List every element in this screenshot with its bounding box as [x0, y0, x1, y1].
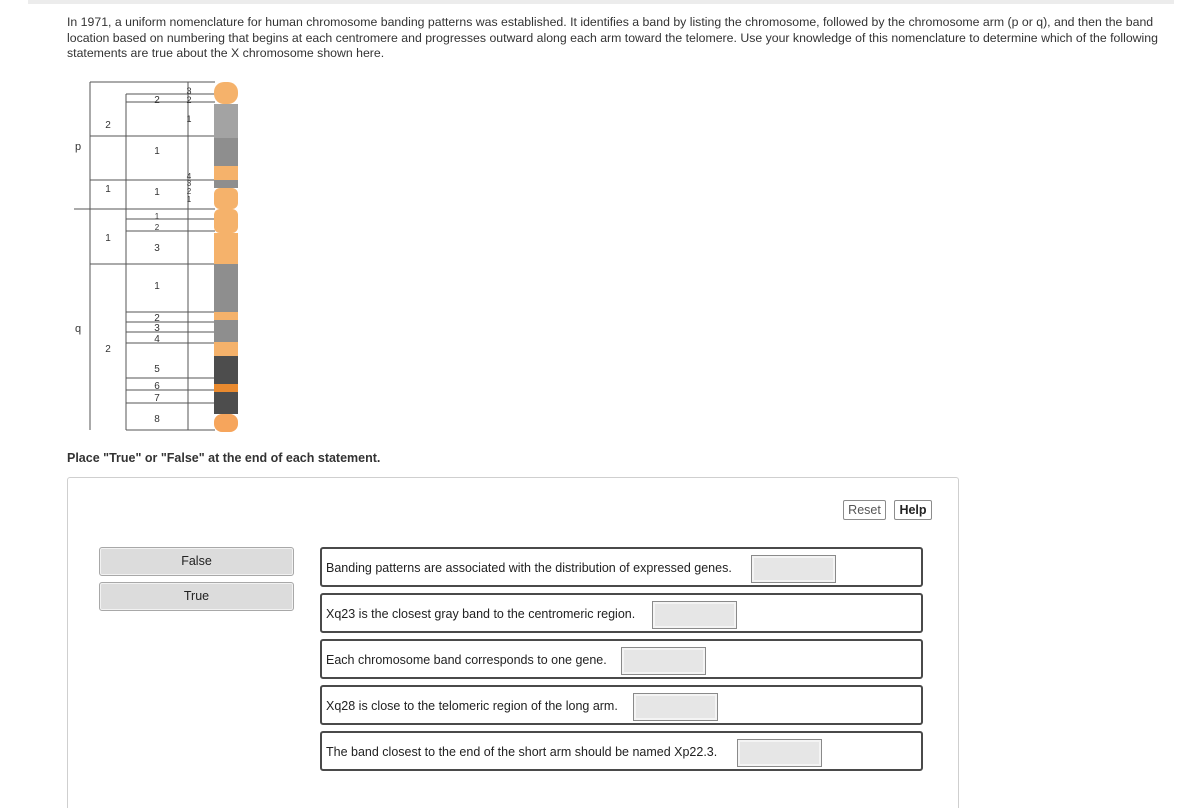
subband-label: 3 [186, 179, 192, 188]
subband-label: 4 [186, 172, 192, 181]
ideogram-grid [74, 82, 215, 430]
band-label: 3 [154, 243, 160, 254]
statement-text: Banding patterns are associated with the distribution of expressed genes. [326, 561, 732, 575]
answer-drop-target[interactable] [652, 601, 737, 629]
band-label: 6 [154, 381, 160, 392]
subband-label: 3 [186, 86, 192, 96]
band-label: 1 [154, 187, 160, 198]
false-chip[interactable]: False [99, 547, 294, 576]
question-intro: In 1971, a uniform nomenclature for human chromosome banding patterns was established. It identifies a band by listing the chromosome, followed by the chromosome arm (p or q), and then the band location based on numbering that begins at each centromere and progresses outward along each arm toward the telomere. Use your knowledge of this nomenclature to determine which of the following statements are true about the X chromosome shown here. [67, 15, 1158, 60]
answer-drop-target[interactable] [751, 555, 836, 583]
instruction-prompt: Place "True" or "False" at the end of each statement. [67, 451, 381, 465]
band-label: 1 [154, 281, 160, 292]
subband-label: 1 [186, 195, 192, 204]
band-label: 3 [154, 323, 160, 334]
band-label: 2 [154, 313, 160, 324]
band-label: 4 [154, 334, 160, 345]
true-chip[interactable]: True [99, 582, 294, 611]
chromosome-body [214, 82, 238, 432]
statement-text: Xq23 is the closest gray band to the centromeric region. [326, 607, 636, 621]
subband-label: 2 [186, 187, 192, 196]
chromosome-ideogram [60, 78, 250, 438]
subband-label: 2 [186, 95, 192, 105]
subband-label: 1 [186, 114, 192, 124]
region-label: 2 [105, 344, 111, 355]
statement-text: Xq28 is close to the telomeric region of the long arm. [326, 699, 618, 713]
reset-button[interactable]: Reset [843, 500, 886, 520]
statement-row [320, 547, 923, 587]
arm-label-q: q [74, 323, 82, 335]
answer-drop-target[interactable] [737, 739, 822, 767]
answer-drop-target[interactable] [621, 647, 706, 675]
band-label: 8 [154, 414, 160, 425]
statement-row [320, 593, 923, 633]
statement-text: Each chromosome band corresponds to one gene. [326, 653, 607, 667]
band-label: 1 [154, 146, 160, 157]
help-button[interactable]: Help [894, 500, 932, 520]
band-label: 7 [154, 393, 160, 404]
band-label: 2 [154, 223, 160, 232]
statement-row [320, 731, 923, 771]
answer-panel [67, 477, 959, 808]
statement-text: The band closest to the end of the short arm should be named Xp22.3. [326, 745, 718, 759]
band-label: 5 [154, 364, 160, 375]
answer-drop-target[interactable] [633, 693, 718, 721]
region-label: 1 [105, 184, 111, 195]
statement-row [320, 639, 923, 679]
statement-row [320, 685, 923, 725]
x-chromosome-diagram [60, 78, 250, 438]
region-label: 1 [105, 233, 111, 244]
top-divider [28, 0, 1174, 4]
band-label: 1 [154, 212, 160, 221]
band-label: 2 [154, 95, 160, 106]
arm-label-p: p [74, 141, 82, 153]
region-label: 2 [105, 120, 111, 131]
